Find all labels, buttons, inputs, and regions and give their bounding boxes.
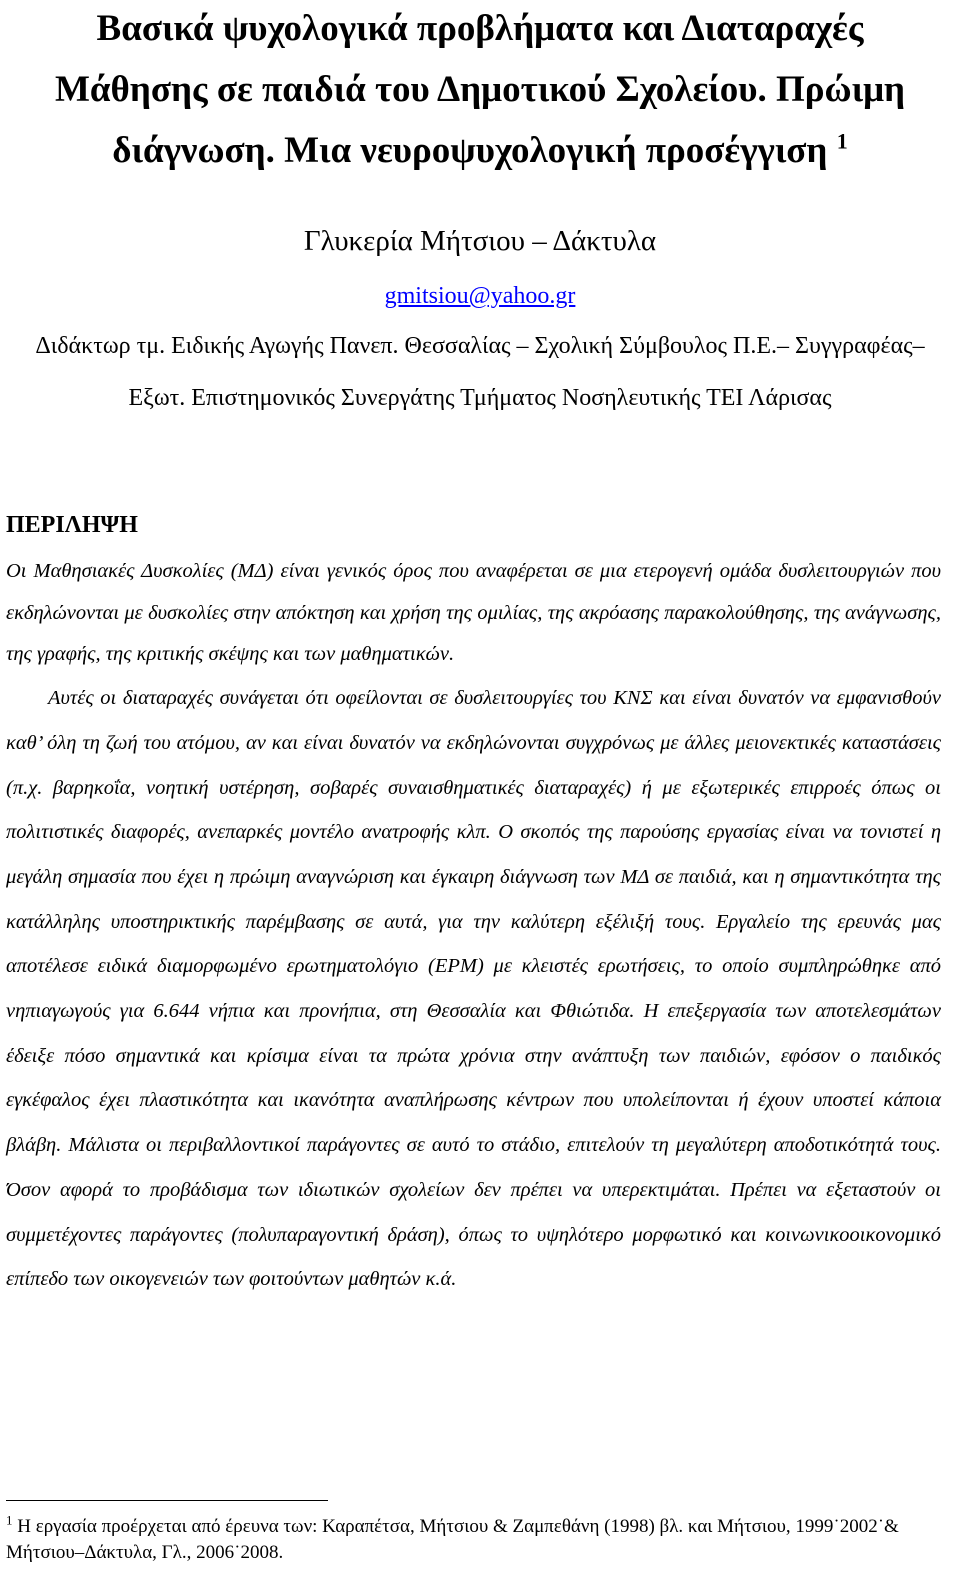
abstract-body	[6, 551, 941, 1302]
author-email-link[interactable]: gmitsiou@yahoo.gr	[384, 283, 576, 309]
author-affiliation: Διδάκτωρ τμ. Ειδικής Αγωγής Πανεπ. Θεσσαλίας – Σχολική Σύμβουλος Π.Ε.– Συγγραφέας– Εξωτ. Επιστημονικός Συνεργάτης Τμήματος Νοσηλευτικής ΤΕΙ Λάρισας	[35, 333, 925, 411]
abstract-paragraph-2: Αυτές οι διαταραχές συνάγεται ότι οφείλονται σε δυσλειτουργίες του ΚΝΣ και είναι δυνατόν να εμφανισθούν καθ’ όλη τη ζωή του ατόμου, αν και είναι δυνατόν να εκδηλώνονται συγχρόνως με άλλες μειονεκτικές καταστάσεις (π.χ. βαρηκοΐα, νοητική υστέρηση, σοβαρές συναισθηματικές διαταραχές) ή με εξωτερικές επιρροές όπως οι πολιτιστικές διαφορές, ανεπαρκές μοντέλο ανατροφής κλπ. Ο σκοπός της παρούσης εργασίας είναι να τονιστεί η μεγάλη σημασία που έχει η πρώιμη αναγνώριση και έγκαιρη διάγνωση των ΜΔ σε παιδιά, και η σημαντικότητα της κατάλληλης υποστηρικτικής παρέμβασης σε αυτά, για την καλύτερη εξέλιξή τους. Εργαλείο της ερευνάς μας αποτέλεσε ειδικά διαμορφωμένο ερωτηματολόγιο (ΕΡΜ) με κλειστές ερωτήσεις, το οποίο συμπληρώθηκε από νηπιαγωγούς για 6.644 νήπια και προνήπια, στη Θεσσαλία και Φθιώτιδα. Η επεξεργασία των αποτελεσμάτων έδειξε πόσο σημαντικά και κρίσιμα είναι τα πρώτα χρόνια στην ανάπτυξη των παιδιών, εφόσον ο παιδικός εγκέφαλος έχει πλαστικότητα και ικανότητα αναπλήρωσης κέντρων που υπολείπονται ή έχουν υποστεί κάποια βλάβη. Μάλιστα οι περιβαλλοντικοί παράγοντες σε αυτό το στάδιο, επιτελούν τη μεγαλύτερη αποδοτικότητά τους. Όσον αφορά το προβάδισμα των ιδιωτικών σχολείων δεν πρέπει να υπερεκτιμάται. Πρέπει να εξεταστούν οι συμμετέχοντες παράγοντες (πολυπαραγοντική δράση), όπως το υψηλότερο μορφωτικό και κοινωνικοοικονομικό επίπεδο των οικογενειών των φοιτούντων μαθητών κ.ά.	[6, 687, 941, 1291]
footnote-separator	[6, 1500, 328, 1501]
abstract-paragraph-1: Οι Μαθησιακές Δυσκολίες (ΜΔ) είναι γενικός όρος που αναφέρεται σε μια ετερογενή ομάδα δυσλειτουργιών που εκδηλώνονται με δυσκολίες στην απόκτηση και χρήση της ομιλίας, της ακρόασης παρακολούθησης, της ανάγνωσης, της γραφής, της κριτικής σκέψης και των μαθηματικών.	[6, 560, 941, 666]
author-name: Γλυκερία Μήτσιου – Δάκτυλα	[303, 225, 657, 257]
footnote	[6, 1514, 941, 1566]
title-footnote-mark[interactable]: 1	[836, 128, 848, 154]
paper-title	[40, 0, 920, 181]
footnote-text: Η εργασία προέρχεται από έρευνα των: Καραπέτσα, Μήτσιου & Ζαμπεθάνη (1998) βλ. και Μήτσιου, 1999˙2002˙& Μήτσιου–Δάκτυλα, Γλ., 2006˙2008.	[6, 1516, 899, 1563]
footnote-mark: 1	[6, 1512, 13, 1528]
abstract-heading: ΠΕΡΙΛΗΨΗ	[6, 512, 138, 538]
paper-title-text: Βασικά ψυχολογικά προβλήματα και Διαταραχές Μάθησης σε παιδιά του Δημοτικού Σχολείου. Πρώιμη διάγνωση. Μια νευροψυχολογική προσέγγιση	[54, 8, 906, 171]
